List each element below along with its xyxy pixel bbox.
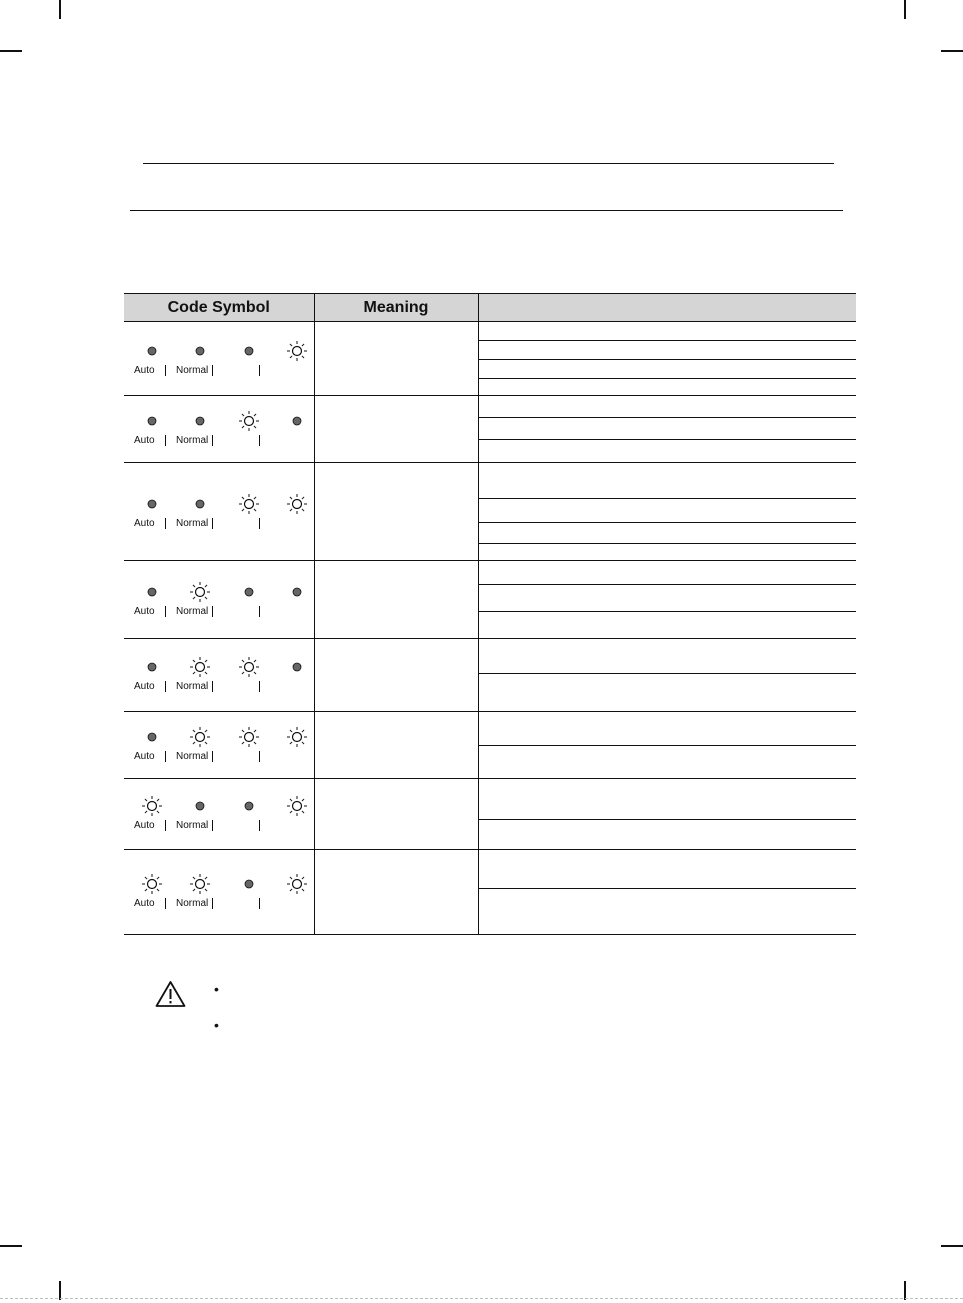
crop-mark-left-lower	[0, 1245, 22, 1247]
action-line	[479, 360, 857, 379]
action-line	[479, 523, 857, 544]
indicator-separator	[165, 606, 166, 617]
indicator-lamp-group	[132, 337, 312, 381]
action-line	[479, 499, 857, 523]
caution-bullet-1: •	[214, 981, 219, 997]
indicator-label: Normal	[176, 751, 209, 762]
lamp-lit-icon	[138, 792, 166, 820]
meaning-cell	[314, 396, 478, 463]
lamp-lit-icon	[283, 870, 311, 898]
indicator-lamp-group	[132, 792, 312, 836]
lamp-off-icon	[235, 578, 263, 606]
action-line	[479, 396, 857, 418]
caution-bullet-2: •	[214, 1017, 219, 1033]
indicator-separator	[165, 518, 166, 529]
indicator-label: Normal	[176, 898, 209, 909]
indicator-label: Normal	[176, 517, 209, 529]
code-symbol-cell	[124, 322, 314, 396]
indicator-separator	[165, 435, 166, 446]
indicator-label: Normal	[176, 364, 209, 376]
indicator-separator	[259, 518, 260, 529]
indicator-separator	[212, 751, 213, 762]
code-symbol-cell	[124, 396, 314, 463]
table-row	[124, 396, 856, 463]
indicator-separator	[212, 681, 213, 692]
lamp-off-icon	[138, 653, 166, 681]
action-cell	[478, 712, 856, 779]
action-line	[479, 379, 857, 395]
lamp-off-icon	[235, 337, 263, 365]
lamp-off-icon	[283, 407, 311, 435]
action-line	[479, 322, 857, 341]
lamp-lit-icon	[283, 337, 311, 365]
crop-mark-top-left	[59, 0, 61, 19]
table-header-row	[124, 294, 856, 322]
table-row	[124, 850, 856, 935]
code-symbol-cell	[124, 639, 314, 712]
indicator-label: Auto	[134, 605, 155, 617]
code-symbol-cell	[124, 850, 314, 935]
indicator-separator	[165, 751, 166, 762]
indicator-separator	[212, 365, 213, 376]
lamp-lit-icon	[186, 578, 214, 606]
lamp-lit-icon	[186, 723, 214, 751]
title-rule-lower	[130, 210, 843, 211]
lamp-off-icon	[186, 490, 214, 518]
action-line	[479, 746, 857, 778]
meaning-cell	[314, 639, 478, 712]
crop-mark-left-upper	[0, 50, 22, 52]
indicator-lamp-group	[132, 870, 312, 914]
action-line	[479, 820, 857, 849]
indicator-label: Auto	[134, 751, 155, 762]
indicator-separator	[212, 518, 213, 529]
indicator-separator	[259, 606, 260, 617]
action-line	[479, 889, 857, 934]
code-symbol-cell	[124, 712, 314, 779]
lamp-off-icon	[138, 578, 166, 606]
error-code-rows	[124, 322, 856, 935]
lamp-lit-icon	[235, 490, 263, 518]
indicator-separator	[165, 681, 166, 692]
indicator-label: Auto	[134, 364, 155, 376]
action-cell	[478, 850, 856, 935]
title-rule-upper	[143, 163, 834, 164]
crop-mark-right-upper	[941, 50, 963, 52]
indicator-lamp-group	[132, 407, 312, 451]
action-line	[479, 463, 857, 499]
indicator-label: Normal	[176, 820, 209, 831]
lamp-lit-icon	[186, 653, 214, 681]
lamp-off-icon	[186, 337, 214, 365]
warning-triangle-icon	[155, 980, 186, 1008]
indicator-separator	[165, 820, 166, 831]
lamp-lit-icon	[283, 490, 311, 518]
lamp-lit-icon	[235, 723, 263, 751]
indicator-separator	[259, 820, 260, 831]
action-line	[479, 544, 857, 560]
meaning-cell	[314, 850, 478, 935]
meaning-cell	[314, 779, 478, 850]
code-symbol-header: Code Symbol	[124, 294, 314, 322]
action-line	[479, 418, 857, 440]
table-row	[124, 463, 856, 561]
indicator-separator	[212, 820, 213, 831]
indicator-separator	[259, 365, 260, 376]
indicator-separator	[259, 681, 260, 692]
action-cell	[478, 396, 856, 463]
action-line	[479, 612, 857, 638]
meaning-cell	[314, 712, 478, 779]
action-line	[479, 561, 857, 585]
error-code-table	[124, 293, 856, 935]
action-line	[479, 779, 857, 820]
action-line	[479, 341, 857, 360]
lamp-lit-icon	[186, 870, 214, 898]
action-line	[479, 712, 857, 746]
action-line	[479, 674, 857, 711]
lamp-off-icon	[186, 792, 214, 820]
lamp-off-icon	[138, 337, 166, 365]
action-line	[479, 850, 857, 889]
table-row	[124, 779, 856, 850]
action-line	[479, 440, 857, 462]
meaning-cell	[314, 322, 478, 396]
indicator-separator	[212, 898, 213, 909]
indicator-label: Auto	[134, 681, 155, 692]
indicator-label: Auto	[134, 898, 155, 909]
code-symbol-cell	[124, 561, 314, 639]
lamp-lit-icon	[235, 407, 263, 435]
crop-mark-top-right	[904, 0, 906, 19]
action-cell	[478, 561, 856, 639]
indicator-label: Normal	[176, 605, 209, 617]
lamp-off-icon	[186, 407, 214, 435]
indicator-separator	[259, 751, 260, 762]
indicator-lamp-group	[132, 490, 312, 534]
table-row	[124, 561, 856, 639]
lamp-off-icon	[235, 792, 263, 820]
action-cell	[478, 322, 856, 396]
lamp-off-icon	[283, 578, 311, 606]
indicator-separator	[259, 898, 260, 909]
lamp-off-icon	[138, 723, 166, 751]
indicator-separator	[212, 435, 213, 446]
action-line	[479, 639, 857, 674]
lamp-off-icon	[283, 653, 311, 681]
table-row	[124, 712, 856, 779]
action-cell	[478, 463, 856, 561]
indicator-lamp-group	[132, 578, 312, 622]
table-row	[124, 639, 856, 712]
code-symbol-cell	[124, 463, 314, 561]
lamp-lit-icon	[138, 870, 166, 898]
page-trim-line	[0, 1298, 963, 1299]
lamp-lit-icon	[283, 723, 311, 751]
indicator-separator	[165, 365, 166, 376]
indicator-label: Auto	[134, 820, 155, 831]
indicator-separator	[259, 435, 260, 446]
indicator-separator	[212, 606, 213, 617]
indicator-label: Auto	[134, 517, 155, 529]
action-cell	[478, 639, 856, 712]
indicator-label: Auto	[134, 435, 155, 446]
crop-mark-right-lower	[941, 1245, 963, 1247]
action-header	[478, 294, 856, 322]
indicator-lamp-group	[132, 723, 312, 767]
lamp-lit-icon	[235, 653, 263, 681]
lamp-off-icon	[138, 407, 166, 435]
code-symbol-cell	[124, 779, 314, 850]
action-cell	[478, 779, 856, 850]
indicator-label: Normal	[176, 435, 209, 446]
meaning-cell	[314, 463, 478, 561]
lamp-off-icon	[235, 870, 263, 898]
lamp-off-icon	[138, 490, 166, 518]
indicator-lamp-group	[132, 653, 312, 697]
table-row	[124, 322, 856, 396]
indicator-separator	[165, 898, 166, 909]
lamp-lit-icon	[283, 792, 311, 820]
meaning-header: Meaning	[314, 294, 478, 322]
indicator-label: Normal	[176, 681, 209, 692]
action-line	[479, 585, 857, 612]
meaning-cell	[314, 561, 478, 639]
